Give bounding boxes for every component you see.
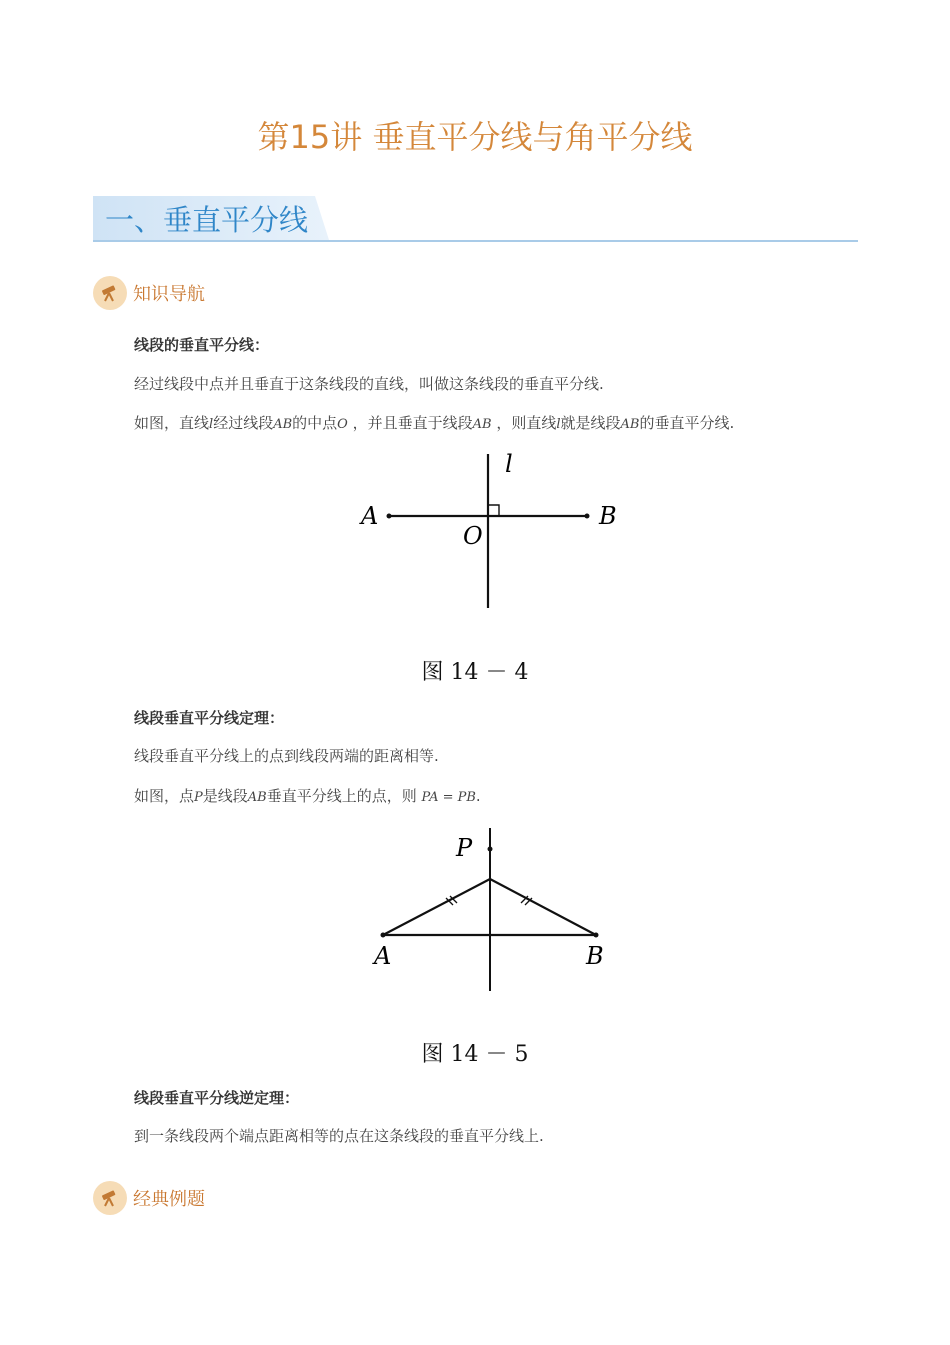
- point-b: [585, 514, 590, 519]
- point-a: [387, 514, 392, 519]
- telescope-icon: [93, 1181, 127, 1215]
- text-segment: 如图，直线: [134, 414, 210, 432]
- text-segment: 经过线段: [213, 414, 274, 432]
- text-segment: 的垂直平分线.: [639, 414, 735, 432]
- theorem-example: [134, 785, 481, 806]
- telescope-icon: [93, 276, 127, 310]
- knowledge-nav-label: 知识导航: [133, 284, 205, 305]
- figure-caption-14-5: 图 14 － 5: [421, 1042, 529, 1067]
- definition-heading: 线段的垂直平分线：: [134, 336, 270, 354]
- converse-heading: 线段垂直平分线逆定理：: [134, 1089, 300, 1107]
- section-title: 一、垂直平分线: [105, 203, 309, 237]
- text-segment: 垂直平分线上的点，则: [266, 787, 422, 805]
- segment-pb: [490, 879, 596, 935]
- page-title: 第15讲 垂直平分线与角平分线: [257, 118, 693, 156]
- label-a: A: [361, 502, 379, 530]
- converse-text: 到一条线段两个端点距离相等的点在这条线段的垂直平分线上.: [134, 1127, 544, 1145]
- figure-perpendicular-bisector: [350, 448, 630, 613]
- math-equation: PA = PB: [421, 790, 476, 805]
- math-ab: AB: [273, 417, 293, 432]
- point-p: [488, 847, 493, 852]
- definition-example: [134, 412, 734, 433]
- right-angle-mark: [488, 505, 499, 516]
- knowledge-nav-heading: [93, 277, 205, 309]
- label-p: P: [456, 834, 473, 862]
- text-segment: 是线段: [202, 787, 248, 805]
- math-o: O: [337, 417, 348, 432]
- text-segment: ，则直线: [491, 414, 557, 432]
- text-segment: 就是线段: [560, 414, 621, 432]
- section-header: [93, 196, 858, 242]
- label-a: A: [374, 942, 392, 970]
- text-segment: 如图，点: [134, 787, 195, 805]
- label-l: l: [505, 450, 513, 478]
- math-l: l: [556, 417, 561, 432]
- theorem-text: 线段垂直平分线上的点到线段两端的距离相等.: [134, 747, 439, 765]
- text-segment: 的中点: [292, 414, 338, 432]
- label-b: B: [586, 942, 604, 970]
- text-segment: ，并且垂直于线段: [347, 414, 473, 432]
- math-p: P: [194, 790, 203, 805]
- segment-pa: [383, 879, 490, 935]
- examples-label: 经典例题: [133, 1189, 205, 1210]
- figure-equidistant-point: [365, 825, 625, 995]
- point-b: [594, 933, 599, 938]
- examples-heading: [93, 1182, 205, 1214]
- label-o: O: [463, 522, 483, 550]
- point-a: [381, 933, 386, 938]
- math-ab: AB: [472, 417, 492, 432]
- label-b: B: [599, 502, 617, 530]
- definition-text: 经过线段中点并且垂直于这条线段的直线，叫做这条线段的垂直平分线.: [134, 375, 604, 393]
- math-ab: AB: [247, 790, 267, 805]
- text-segment: .: [475, 787, 481, 805]
- math-ab: AB: [620, 417, 640, 432]
- math-l: l: [209, 417, 214, 432]
- theorem-heading: 线段垂直平分线定理：: [134, 709, 285, 727]
- figure-caption-14-4: 图 14 － 4: [421, 660, 529, 685]
